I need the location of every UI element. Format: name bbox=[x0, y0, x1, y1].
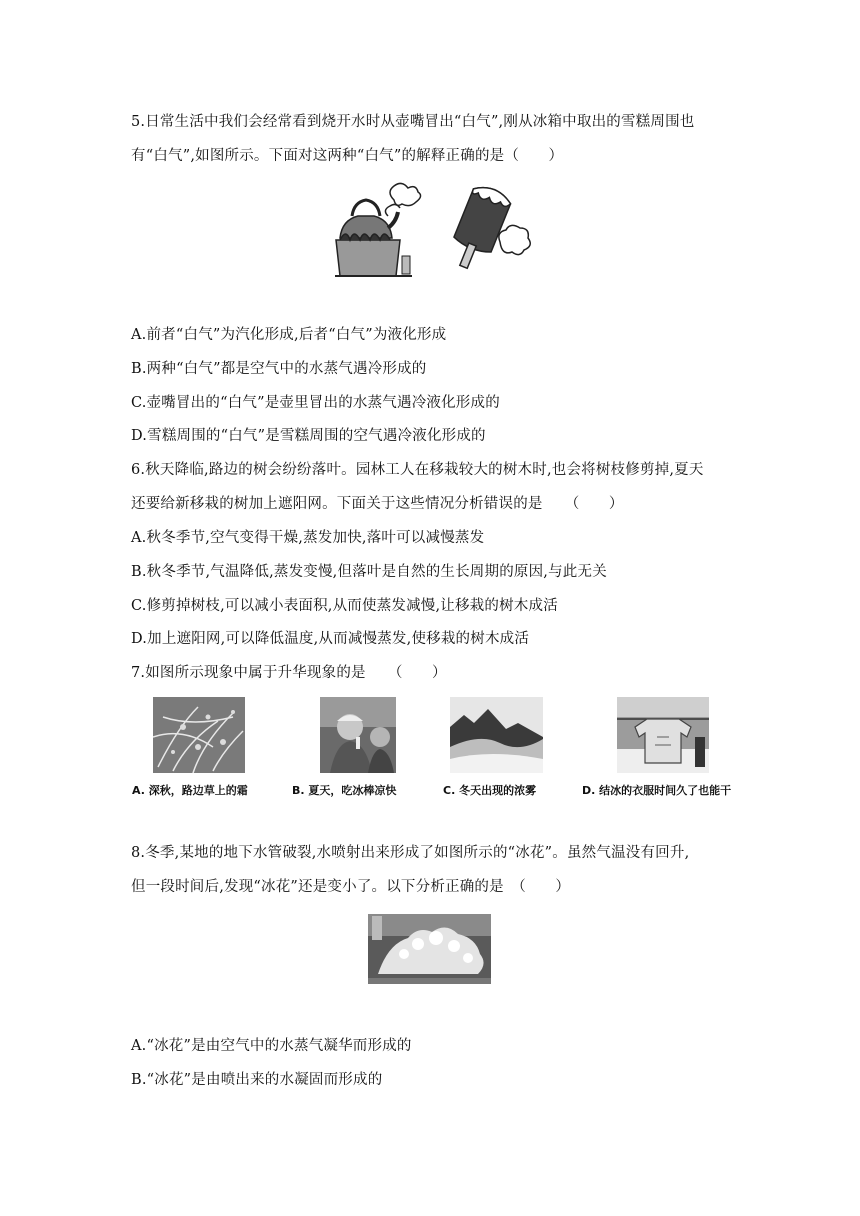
q7-caption-a: A. 深秋，路边草上的霜 bbox=[132, 784, 248, 797]
q6-option-a: A.秋冬季节,空气变得干燥,蒸发加快,落叶可以减慢蒸发 bbox=[131, 530, 485, 546]
q6-stem-line2: 还要给新移栽的树加上遮阳网。下面关于这些情况分析错误的是 （ ） bbox=[131, 496, 624, 512]
q6-stem-line1: 6.秋天降临,路边的树会纷纷落叶。园林工人在移栽较大的树木时,也会将树枝修剪掉,夏天 bbox=[131, 462, 704, 478]
q5-figure-kettle-and-popsicle bbox=[330, 176, 535, 280]
q7-photo-winter-fog bbox=[450, 697, 543, 773]
q7-photo-eating-popsicle bbox=[320, 697, 396, 773]
q8-option-b: B.“冰花”是由喷出来的水凝固而形成的 bbox=[131, 1072, 383, 1088]
q5-stem-line2: 有“白气”,如图所示。下面对这两种“白气”的解释正确的是（ ） bbox=[131, 148, 564, 164]
q6-option-c: C.修剪掉树枝,可以减小表面积,从而使蒸发减慢,让移栽的树木成活 bbox=[131, 598, 558, 614]
q5-option-a: A.前者“白气”为汽化形成,后者“白气”为液化形成 bbox=[131, 327, 447, 343]
q7-photo-frost-on-grass bbox=[153, 697, 245, 773]
q7-stem: 7.如图所示现象中属于升华现象的是 （ ） bbox=[131, 665, 447, 681]
q7-caption-b: B. 夏天，吃冰棒凉快 bbox=[292, 784, 397, 797]
q7-caption-c: C. 冬天出现的浓雾 bbox=[443, 784, 537, 797]
q5-option-c: C.壶嘴冒出的“白气”是壶里冒出的水蒸气遇冷液化形成的 bbox=[131, 395, 500, 411]
q5-option-d: D.雪糕周围的“白气”是雪糕周围的空气遇冷液化形成的 bbox=[131, 428, 486, 444]
q7-caption-d: D. 结冰的衣服时间久了也能干 bbox=[582, 784, 732, 797]
q8-stem-line1: 8.冬季,某地的地下水管破裂,水喷射出来形成了如图所示的“冰花”。虽然气温没有回升, bbox=[131, 845, 690, 861]
q7-photo-frozen-clothes bbox=[617, 697, 709, 773]
q6-option-d: D.加上遮阳网,可以降低温度,从而减慢蒸发,使移栽的树木成活 bbox=[131, 631, 530, 647]
q6-option-b: B.秋冬季节,气温降低,蒸发变慢,但落叶是自然的生长周期的原因,与此无关 bbox=[131, 564, 607, 580]
q5-option-b: B.两种“白气”都是空气中的水蒸气遇冷形成的 bbox=[131, 361, 427, 377]
q8-photo-ice-flower bbox=[368, 914, 491, 984]
q8-option-a: A.“冰花”是由空气中的水蒸气凝华而形成的 bbox=[131, 1038, 412, 1054]
q8-stem-line2: 但一段时间后,发现“冰花”还是变小了。以下分析正确的是 （ ） bbox=[131, 879, 571, 895]
q5-stem-line1: 5.日常生活中我们会经常看到烧开水时从壶嘴冒出“白气”,刚从冰箱中取出的雪糕周围也 bbox=[131, 114, 695, 130]
